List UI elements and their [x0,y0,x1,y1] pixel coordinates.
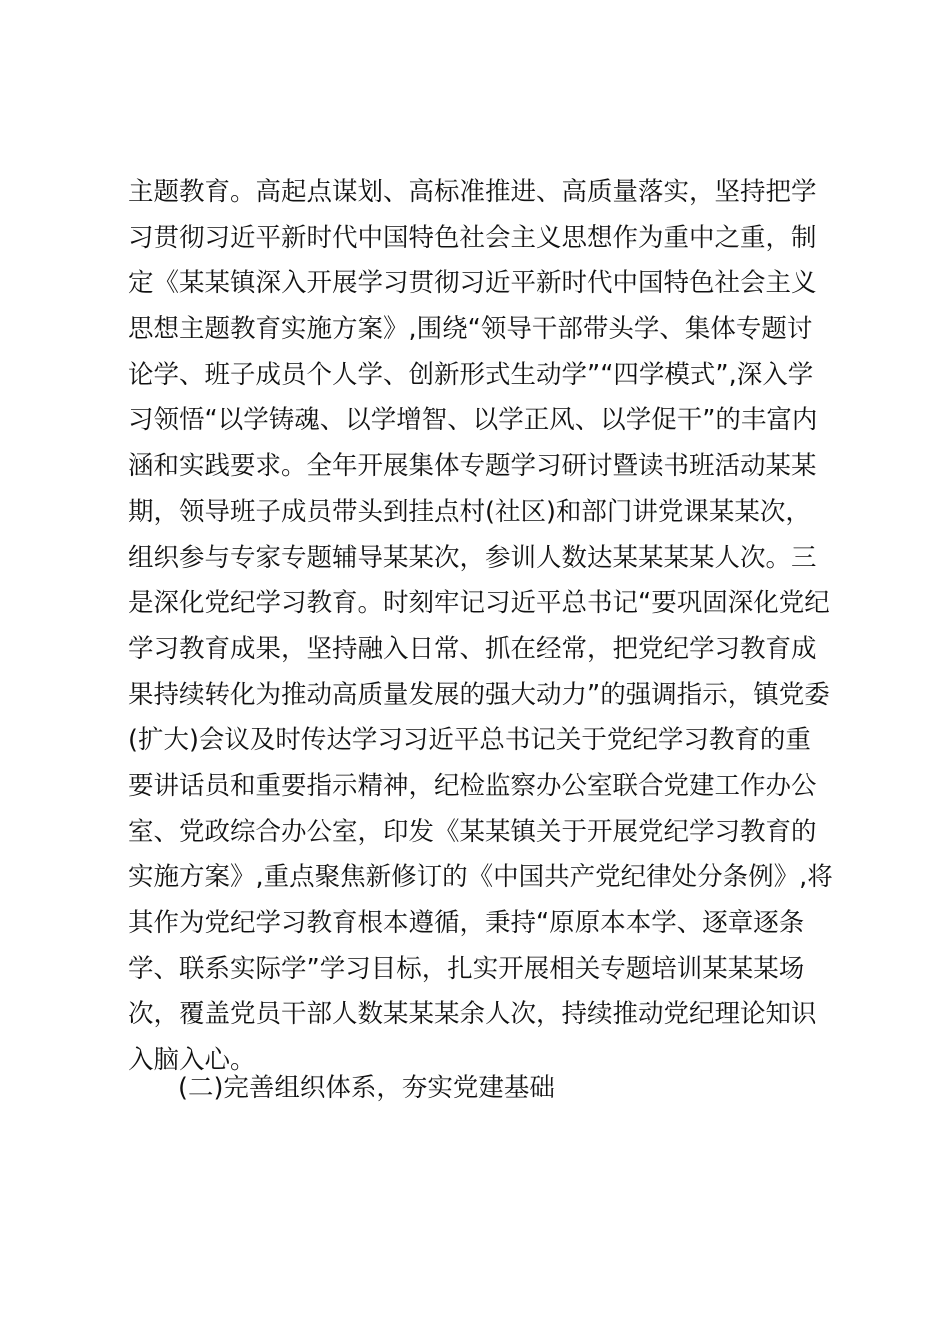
paragraph-line: 室、党政综合办公室，印发《某某镇关于开展党纪学习教育的 [128,816,817,847]
paragraph-line: 定《某某镇深入开展学习贯彻习近平新时代中国特色社会主义 [128,268,817,299]
paragraph-line: 习贯彻习近平新时代中国特色社会主义思想作为重中之重，制 [128,222,817,253]
paragraph-line: (扩大)会议及时传达学习习近平总书记关于党纪学习教育的重 [128,725,811,756]
paragraph-line: 是深化党纪学习教育。时刻牢记习近平总书记“要巩固深化党纪 [128,588,830,619]
paragraph-line: 期，领导班子成员带头到挂点村(社区)和部门讲党课某某次， [128,496,811,527]
body-paragraph [128,170,833,1084]
paragraph-line: 学习教育成果，坚持融入日常、抓在经常，把党纪学习教育成 [128,633,817,664]
section-heading: (二)完善组织体系，夯实党建基础 [178,1073,555,1103]
paragraph-line: 次，覆盖党员干部人数某某某余人次，持续推动党纪理论知识 [128,999,817,1030]
paragraph-line: 思想主题教育实施方案》,围绕“领导干部带头学、集体专题讨 [128,314,813,345]
paragraph-line: 其作为党纪学习教育根本遵循，秉持“原原本本学、逐章逐条 [128,908,805,938]
paragraph-line: 实施方案》,重点聚焦新修订的《中国共产党纪律处分条例》,将 [128,862,833,893]
paragraph-line: 涵和实践要求。全年开展集体专题学习研讨暨读书班活动某某 [128,451,817,482]
paragraph-line: 果持续转化为推动高质量发展的强大动力”的强调指示，镇党委 [128,679,830,710]
paragraph-line: 入脑入心。 [128,1045,256,1076]
paragraph-line: 习领悟“以学铸魂、以学增智、以学正风、以学促干”的丰富内 [128,405,818,436]
paragraph-line: 主题教育。高起点谋划、高标准推进、高质量落实，坚持把学 [128,177,817,207]
paragraph-line: 要讲话员和重要指示精神，纪检监察办公室联合党建工作办公 [128,770,817,801]
paragraph-line: 学、联系实际学”学习目标，扎实开展相关专题培训某某某场 [128,953,805,984]
paragraph-line: 论学、班子成员个人学、创新形式生动学”“四学模式”,深入学 [128,359,814,390]
paragraph-line: 组织参与专家专题辅导某某次，参训人数达某某某某人次。三 [128,542,817,573]
